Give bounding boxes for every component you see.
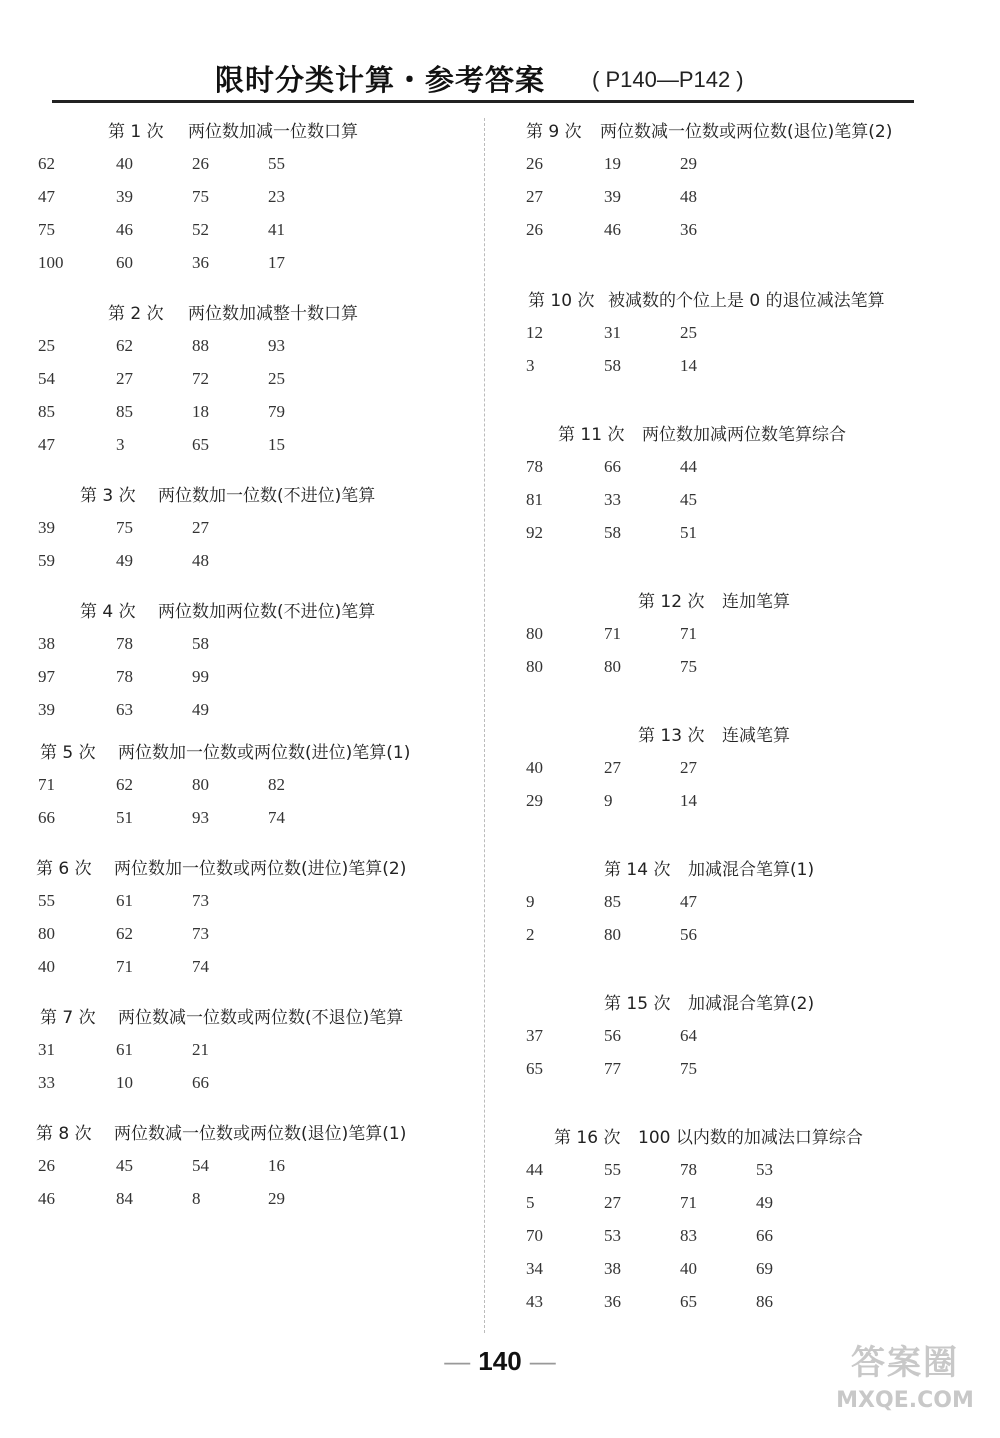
- answer-value: 27: [526, 187, 543, 206]
- answer-row: [522, 1220, 962, 1253]
- answer-row: [522, 919, 962, 952]
- answer-value: 80: [604, 925, 621, 944]
- answer-value: 40: [526, 758, 543, 777]
- answer-value: 66: [192, 1073, 209, 1092]
- answer-row: [522, 214, 962, 247]
- answer-value: 27: [192, 518, 209, 537]
- answer-row: [34, 363, 474, 396]
- section-title: 两位数加减整十数口算: [188, 304, 358, 324]
- answer-value: 58: [604, 356, 621, 375]
- answer-section: [522, 586, 962, 684]
- answer-value: 3: [526, 356, 535, 375]
- answer-row: [34, 1183, 474, 1216]
- answer-value: 46: [38, 1189, 55, 1208]
- answer-row: [34, 429, 474, 462]
- answer-value: 49: [116, 551, 133, 570]
- answer-value: 27: [604, 758, 621, 777]
- answer-value: 83: [680, 1226, 697, 1245]
- answer-value: 31: [38, 1040, 55, 1059]
- section-title: 加减混合笔算(1): [688, 860, 815, 880]
- answer-value: 25: [268, 369, 285, 388]
- answer-value: 51: [680, 523, 697, 542]
- answer-section: [522, 988, 962, 1086]
- answer-value: 62: [116, 924, 133, 943]
- section-heading: [34, 480, 474, 512]
- answer-section: [34, 1002, 474, 1100]
- answer-row: [522, 1187, 962, 1220]
- answer-section: [34, 596, 474, 727]
- answer-value: 36: [680, 220, 697, 239]
- section-heading: [34, 853, 474, 885]
- answer-value: 66: [756, 1226, 773, 1245]
- answer-row: [34, 661, 474, 694]
- answer-row: [522, 1020, 962, 1053]
- section-number: 第 3 次: [80, 486, 136, 506]
- answer-value: 27: [116, 369, 133, 388]
- answer-row: [34, 545, 474, 578]
- section-title: 100 以内数的加减法口算综合: [638, 1128, 863, 1148]
- section-number: 第 12 次: [638, 592, 705, 612]
- section-number: 第 7 次: [40, 1008, 96, 1028]
- answer-value: 27: [604, 1193, 621, 1212]
- answer-value: 81: [526, 490, 543, 509]
- section-title: 两位数减一位数或两位数(不退位)笔算: [118, 1008, 404, 1028]
- section-heading: [34, 596, 474, 628]
- section-heading: [522, 1122, 962, 1154]
- answer-value: 55: [604, 1160, 621, 1179]
- section-number: 第 11 次: [558, 425, 625, 445]
- section-heading: [522, 116, 962, 148]
- answer-value: 25: [38, 336, 55, 355]
- answer-value: 40: [116, 154, 133, 173]
- answer-row: [34, 396, 474, 429]
- section-heading: [34, 1118, 474, 1150]
- answer-value: 72: [192, 369, 209, 388]
- section-title: 两位数加减两位数笔算综合: [642, 425, 846, 445]
- section-heading: [34, 1002, 474, 1034]
- answer-row: [34, 181, 474, 214]
- answer-row: [34, 694, 474, 727]
- page-title: 限时分类计算・参考答案: [215, 63, 546, 97]
- answer-value: 41: [268, 220, 285, 239]
- answer-value: 71: [680, 624, 697, 643]
- column-divider: [484, 118, 485, 1333]
- answer-value: 46: [116, 220, 133, 239]
- answer-value: 75: [680, 657, 697, 676]
- answer-value: 25: [680, 323, 697, 342]
- watermark-logo: [820, 1340, 990, 1430]
- answer-value: 33: [604, 490, 621, 509]
- answer-row: [522, 181, 962, 214]
- section-title: 加减混合笔算(2): [688, 994, 815, 1014]
- answer-value: 55: [268, 154, 285, 173]
- answer-value: 43: [526, 1292, 543, 1311]
- answer-value: 29: [268, 1189, 285, 1208]
- answer-value: 79: [268, 402, 285, 421]
- answer-value: 14: [680, 791, 697, 810]
- answer-value: 39: [604, 187, 621, 206]
- section-heading: [34, 298, 474, 330]
- section-number: 第 15 次: [604, 994, 671, 1014]
- section-title: 两位数加两位数(不进位)笔算: [158, 602, 376, 622]
- answer-row: [34, 918, 474, 951]
- answer-value: 93: [268, 336, 285, 355]
- answer-value: 70: [526, 1226, 543, 1245]
- section-title: 被减数的个位上是 0 的退位减法笔算: [608, 291, 885, 311]
- answer-value: 63: [116, 700, 133, 719]
- section-heading: [522, 586, 962, 618]
- answer-value: 10: [116, 1073, 133, 1092]
- answer-value: 54: [192, 1156, 209, 1175]
- answer-value: 85: [116, 402, 133, 421]
- answer-row: [34, 330, 474, 363]
- answer-section: [522, 720, 962, 818]
- answer-value: 46: [604, 220, 621, 239]
- section-title: 两位数减一位数或两位数(退位)笔算(2): [600, 122, 893, 142]
- answer-value: 40: [38, 957, 55, 976]
- answer-section: [522, 1122, 962, 1319]
- answer-value: 75: [116, 518, 133, 537]
- answer-section: [34, 853, 474, 984]
- answer-value: 80: [604, 657, 621, 676]
- answer-value: 48: [680, 187, 697, 206]
- answer-value: 14: [680, 356, 697, 375]
- section-title: 两位数加减一位数口算: [188, 122, 358, 142]
- page-dash-right: —: [529, 1346, 556, 1376]
- page-dash-left: —: [444, 1346, 471, 1376]
- answer-value: 78: [116, 667, 133, 686]
- answer-value: 65: [192, 435, 209, 454]
- answer-value: 85: [38, 402, 55, 421]
- section-heading: [522, 720, 962, 752]
- answer-value: 53: [604, 1226, 621, 1245]
- answer-value: 58: [192, 634, 209, 653]
- answer-value: 29: [680, 154, 697, 173]
- section-number: 第 6 次: [36, 859, 92, 879]
- answer-value: 47: [680, 892, 697, 911]
- answer-value: 61: [116, 1040, 133, 1059]
- answer-row: [522, 785, 962, 818]
- answer-row: [34, 247, 474, 280]
- answer-value: 5: [526, 1193, 535, 1212]
- answer-row: [522, 752, 962, 785]
- answer-value: 59: [38, 551, 55, 570]
- answer-value: 100: [38, 253, 64, 272]
- answer-value: 17: [268, 253, 285, 272]
- answer-value: 80: [38, 924, 55, 943]
- answer-section: [34, 737, 474, 835]
- section-heading: [34, 737, 474, 769]
- answer-value: 62: [38, 154, 55, 173]
- section-title: 两位数加一位数或两位数(进位)笔算(2): [114, 859, 407, 879]
- answer-value: 58: [604, 523, 621, 542]
- answer-value: 8: [192, 1189, 201, 1208]
- answer-row: [34, 769, 474, 802]
- answer-value: 27: [680, 758, 697, 777]
- section-number: 第 16 次: [554, 1128, 621, 1148]
- answer-section: [34, 116, 474, 280]
- answer-section: [522, 285, 962, 383]
- answer-value: 2: [526, 925, 535, 944]
- answer-value: 75: [38, 220, 55, 239]
- section-title: 两位数加一位数(不进位)笔算: [158, 486, 376, 506]
- answer-value: 33: [38, 1073, 55, 1092]
- section-number: 第 13 次: [638, 726, 705, 746]
- answer-value: 12: [526, 323, 543, 342]
- answer-value: 29: [526, 791, 543, 810]
- section-number: 第 1 次: [108, 122, 164, 142]
- section-number: 第 10 次: [528, 291, 595, 311]
- answer-value: 47: [38, 187, 55, 206]
- answer-row: [522, 1154, 962, 1187]
- answer-value: 66: [38, 808, 55, 827]
- answer-value: 3: [116, 435, 125, 454]
- answer-row: [522, 484, 962, 517]
- answer-value: 71: [116, 957, 133, 976]
- answer-row: [34, 885, 474, 918]
- answer-row: [522, 148, 962, 181]
- answer-value: 51: [116, 808, 133, 827]
- answer-value: 66: [604, 457, 621, 476]
- header-rule: [52, 100, 914, 103]
- answer-value: 71: [604, 624, 621, 643]
- section-title: 两位数减一位数或两位数(退位)笔算(1): [114, 1124, 407, 1144]
- answer-row: [34, 1150, 474, 1183]
- answer-value: 80: [526, 624, 543, 643]
- answer-section: [522, 419, 962, 550]
- section-heading: [522, 988, 962, 1020]
- answer-section: [34, 1118, 474, 1216]
- answer-value: 56: [604, 1026, 621, 1045]
- answer-row: [34, 1034, 474, 1067]
- answer-value: 88: [192, 336, 209, 355]
- answer-row: [522, 1286, 962, 1319]
- answer-value: 49: [192, 700, 209, 719]
- answer-row: [34, 1067, 474, 1100]
- answer-value: 9: [604, 791, 613, 810]
- answer-row: [522, 517, 962, 550]
- section-number: 第 9 次: [526, 122, 582, 142]
- answer-row: [522, 618, 962, 651]
- answer-value: 54: [38, 369, 55, 388]
- answer-value: 80: [192, 775, 209, 794]
- answer-value: 48: [192, 551, 209, 570]
- answer-value: 37: [526, 1026, 543, 1045]
- answer-row: [522, 1253, 962, 1286]
- answer-value: 19: [604, 154, 621, 173]
- section-heading: [522, 419, 962, 451]
- answer-value: 39: [38, 700, 55, 719]
- section-heading: [522, 854, 962, 886]
- answer-value: 65: [680, 1292, 697, 1311]
- answer-row: [522, 1053, 962, 1086]
- answer-value: 23: [268, 187, 285, 206]
- page-range: ( P140—P142 ): [592, 67, 744, 92]
- answer-value: 75: [192, 187, 209, 206]
- answer-value: 38: [38, 634, 55, 653]
- answer-value: 62: [116, 336, 133, 355]
- answer-value: 86: [756, 1292, 773, 1311]
- answer-value: 36: [192, 253, 209, 272]
- answer-value: 39: [116, 187, 133, 206]
- answer-value: 92: [526, 523, 543, 542]
- answer-value: 93: [192, 808, 209, 827]
- answer-value: 74: [192, 957, 209, 976]
- answer-value: 85: [604, 892, 621, 911]
- answer-value: 38: [604, 1259, 621, 1278]
- answer-value: 56: [680, 925, 697, 944]
- answer-value: 82: [268, 775, 285, 794]
- answer-value: 55: [38, 891, 55, 910]
- answer-value: 74: [268, 808, 285, 827]
- answer-value: 75: [680, 1059, 697, 1078]
- answer-value: 71: [38, 775, 55, 794]
- answer-row: [34, 148, 474, 181]
- answer-section: [522, 854, 962, 952]
- answer-value: 9: [526, 892, 535, 911]
- answer-value: 80: [526, 657, 543, 676]
- answer-value: 26: [526, 220, 543, 239]
- answer-row: [34, 512, 474, 545]
- answer-value: 78: [116, 634, 133, 653]
- section-heading: [522, 285, 962, 317]
- answer-value: 21: [192, 1040, 209, 1059]
- answer-value: 49: [756, 1193, 773, 1212]
- answer-row: [522, 886, 962, 919]
- answer-value: 65: [526, 1059, 543, 1078]
- answer-section: [522, 116, 962, 247]
- answer-value: 44: [680, 457, 697, 476]
- answer-value: 47: [38, 435, 55, 454]
- answer-row: [522, 317, 962, 350]
- answer-value: 71: [680, 1193, 697, 1212]
- answer-value: 16: [268, 1156, 285, 1175]
- section-title: 连减笔算: [722, 726, 790, 746]
- answer-value: 60: [116, 253, 133, 272]
- answer-row: [522, 350, 962, 383]
- section-number: 第 8 次: [36, 1124, 92, 1144]
- answer-value: 15: [268, 435, 285, 454]
- section-number: 第 14 次: [604, 860, 671, 880]
- answer-value: 61: [116, 891, 133, 910]
- section-heading: [34, 116, 474, 148]
- answer-row: [34, 214, 474, 247]
- answer-value: 39: [38, 518, 55, 537]
- section-number: 第 4 次: [80, 602, 136, 622]
- answer-value: 26: [38, 1156, 55, 1175]
- answer-row: [34, 802, 474, 835]
- answer-value: 73: [192, 924, 209, 943]
- answer-row: [34, 951, 474, 984]
- answer-row: [522, 651, 962, 684]
- answer-value: 26: [192, 154, 209, 173]
- answer-value: 26: [526, 154, 543, 173]
- answer-section: [34, 298, 474, 462]
- answer-row: [522, 451, 962, 484]
- answer-section: [34, 480, 474, 578]
- watermark-url: MXQE.COM: [836, 1388, 974, 1413]
- page-header: [0, 58, 1000, 98]
- section-title: 两位数加一位数或两位数(进位)笔算(1): [118, 743, 411, 763]
- answer-value: 64: [680, 1026, 697, 1045]
- answer-value: 78: [680, 1160, 697, 1179]
- answer-value: 45: [680, 490, 697, 509]
- section-number: 第 2 次: [108, 304, 164, 324]
- answer-value: 44: [526, 1160, 543, 1179]
- answer-value: 52: [192, 220, 209, 239]
- answer-value: 78: [526, 457, 543, 476]
- left-column: [34, 116, 474, 1216]
- answer-value: 99: [192, 667, 209, 686]
- answer-row: [34, 628, 474, 661]
- answer-value: 36: [604, 1292, 621, 1311]
- answer-value: 77: [604, 1059, 621, 1078]
- answer-value: 73: [192, 891, 209, 910]
- section-title: 连加笔算: [722, 592, 790, 612]
- answer-value: 62: [116, 775, 133, 794]
- answer-value: 40: [680, 1259, 697, 1278]
- answer-value: 34: [526, 1259, 543, 1278]
- answer-value: 84: [116, 1189, 133, 1208]
- right-column: [522, 116, 962, 1319]
- section-number: 第 5 次: [40, 743, 96, 763]
- watermark-text: 答案圈: [851, 1343, 959, 1383]
- answer-value: 18: [192, 402, 209, 421]
- page-number-value: 140: [478, 1346, 522, 1376]
- answer-value: 31: [604, 323, 621, 342]
- answer-value: 97: [38, 667, 55, 686]
- answer-value: 69: [756, 1259, 773, 1278]
- answer-value: 45: [116, 1156, 133, 1175]
- answer-value: 53: [756, 1160, 773, 1179]
